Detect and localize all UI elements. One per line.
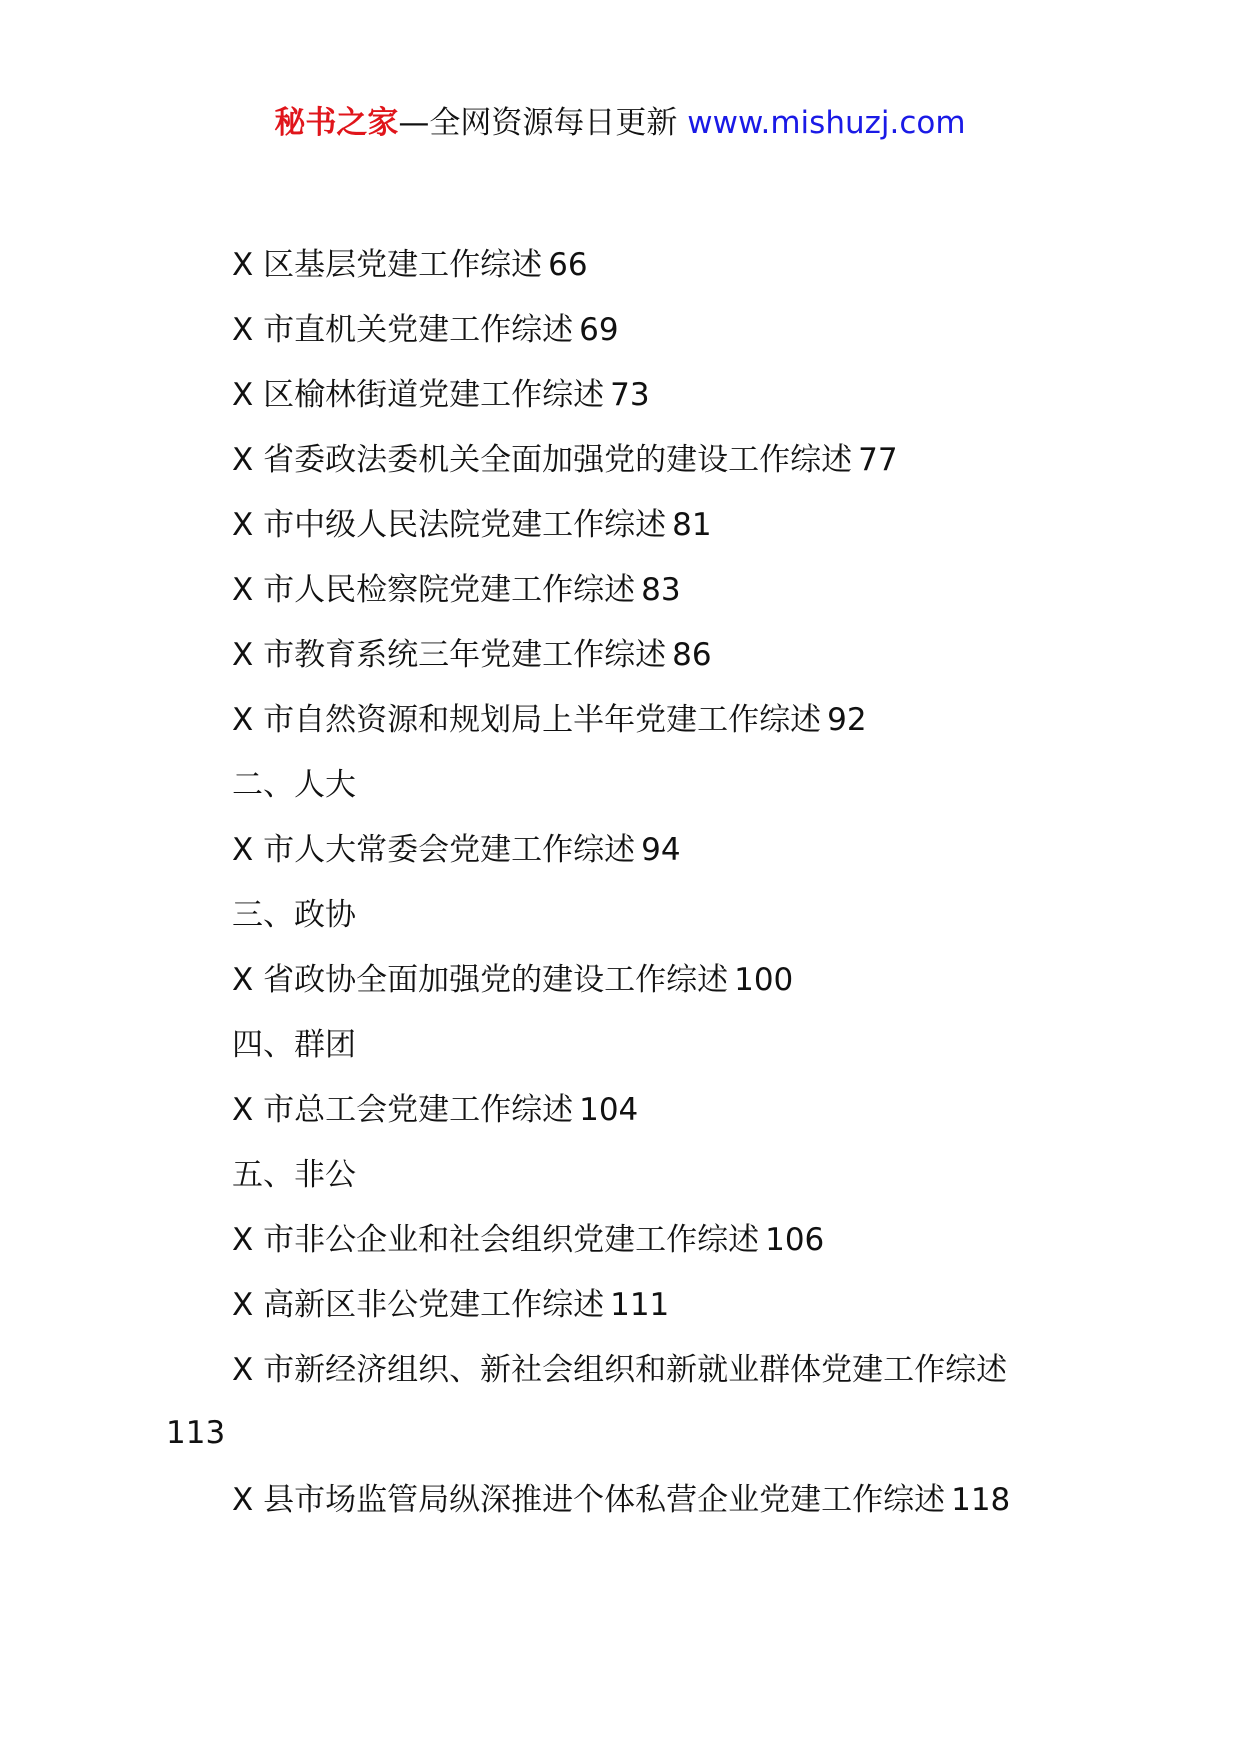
toc-entry-page: 111 [610,1287,670,1323]
toc-entry[interactable] [232,240,588,290]
toc-entry-title: X 市中级人民法院党建工作综述 [232,507,667,543]
toc-entry[interactable] [232,1085,638,1135]
toc-entry[interactable] [232,1345,1013,1395]
toc-entry[interactable] [232,305,619,355]
site-brand: 秘书之家 [274,105,399,141]
toc-entry-page: 77 [858,442,898,478]
site-tagline: —全网资源每日更新 [398,105,678,141]
toc-entry-page: 81 [672,507,712,543]
toc-entry-page: 94 [641,832,681,868]
toc-entry-title: X 市自然资源和规划局上半年党建工作综述 [232,702,822,738]
toc-entry[interactable] [232,370,650,420]
toc-entry-title: X 市新经济组织、新社会组织和新就业群体党建工作综述 [232,1352,1008,1388]
toc-entry[interactable] [232,435,898,485]
toc-entry-page: 104 [579,1092,639,1128]
toc-entry[interactable] [232,1475,1010,1525]
toc-entry-page: 100 [734,962,794,998]
toc-entry[interactable] [232,825,681,875]
toc-entry-title: X 市人民检察院党建工作综述 [232,572,636,608]
toc-entry[interactable] [232,500,712,550]
toc-section-title: 二、人大 [232,767,356,803]
toc-entry-title: X 省委政法委机关全面加强党的建设工作综述 [232,442,853,478]
toc-entry-title: X 省政协全面加强党的建设工作综述 [232,962,729,998]
toc-entry[interactable] [232,1280,669,1330]
toc-entry-title: X 区基层党建工作综述 [232,247,543,283]
toc-section-heading [232,1020,356,1070]
toc-entry-title: X 市人大常委会党建工作综述 [232,832,636,868]
toc-entry-page: 73 [610,377,650,413]
toc-entry-page: 83 [641,572,681,608]
toc-entry-page: 92 [827,702,867,738]
toc-section-title: 三、政协 [232,897,356,933]
toc-section-heading [232,890,356,940]
toc-entry-page: 118 [951,1482,1011,1518]
site-url-link[interactable]: www.mishuzj.com [687,105,966,141]
toc-entry-page: 69 [579,312,619,348]
toc-entry[interactable] [232,955,793,1005]
toc-section-heading [232,1150,356,1200]
toc-entry-page: 86 [672,637,712,673]
toc-entry-page: 66 [548,247,588,283]
toc-entry-title: X 市非公企业和社会组织党建工作综述 [232,1222,760,1258]
toc-section-title: 四、群团 [232,1027,356,1063]
toc-entry-title: X 县市场监管局纵深推进个体私营企业党建工作综述 [232,1482,946,1518]
toc-section-heading [232,760,356,810]
toc-entry-page: 113 [166,1415,226,1451]
toc-entry-title: X 市总工会党建工作综述 [232,1092,574,1128]
toc-entry-title: X 市教育系统三年党建工作综述 [232,637,667,673]
toc-entry[interactable] [232,1215,824,1265]
toc-entry-title: X 区榆林街道党建工作综述 [232,377,605,413]
toc-entry[interactable] [232,695,867,745]
toc-entry-title: X 高新区非公党建工作综述 [232,1287,605,1323]
toc-entry-title: X 市直机关党建工作综述 [232,312,574,348]
toc-entry[interactable] [232,565,681,615]
toc-section-title: 五、非公 [232,1157,356,1193]
toc-entry-page-wrapped[interactable] [166,1408,225,1458]
toc-entry-page: 106 [765,1222,825,1258]
toc-entry[interactable] [232,630,712,680]
